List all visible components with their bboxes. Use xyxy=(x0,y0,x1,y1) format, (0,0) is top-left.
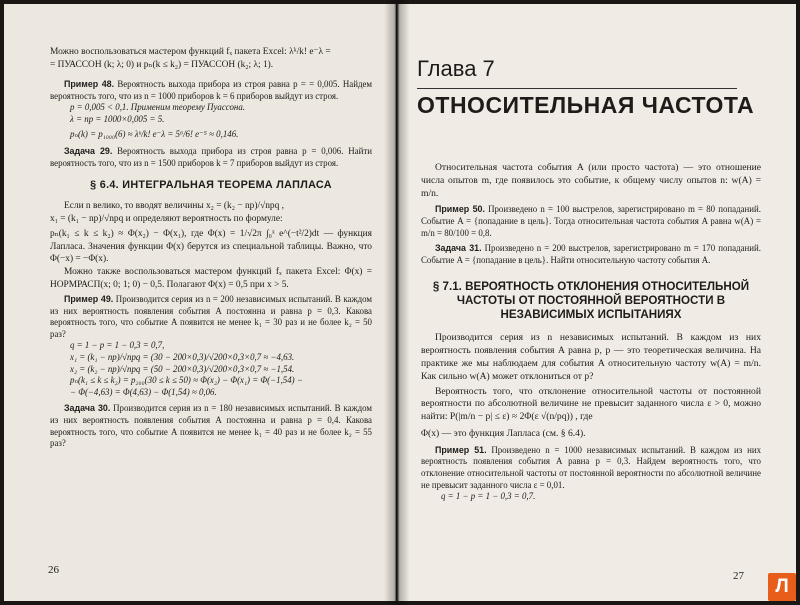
task-31-label: Задача 31. xyxy=(435,243,482,254)
body-paragraph: Φ(x) — это функция Лапласа (см. § 6.4). xyxy=(421,427,586,439)
laplace-paragraph: x₁ = (k₁ − np)/√npq и определяют вероятность по формуле: xyxy=(50,213,283,224)
formula-line: p = 0,005 < 0,1. Применим теорему Пуассона. xyxy=(70,102,245,113)
page-number-left: 26 xyxy=(48,564,59,576)
body-paragraph: Производится серия из n независимых испытаний. В каждом из них вероятность появления события A равна p, p — это теоретическая величина. На практике же мы наблюдаем для события A относительную частоту w(A) = m/n. Как сильно w(A) может отклониться от p? xyxy=(421,332,761,382)
book-gutter xyxy=(384,0,410,605)
example-49-text: Производится серия из n = 200 независимых испытаний. В каждом из них вероятность появления события A постоянна и равна p = 0,3. Какова вероятность того, что событие A появится не менее k₁ = 30 раз и не более k₂ = 50 раз? xyxy=(50,294,373,339)
example-48 xyxy=(50,79,372,102)
formula-line: − Φ(−4,63) = Φ(4,63) − Φ(1,54) ≈ 0,06. xyxy=(70,386,217,397)
example-50 xyxy=(421,204,761,239)
labirint-logo-icon xyxy=(768,573,796,601)
formula-line: x₂ = (k₂ − np)/√npq = (50 − 200×0,3)/√200×0,3×0,7 ≈ −1,54. xyxy=(70,363,295,374)
laplace-paragraph: Если n велико, то вводят величины x₂ = (k₂ − np)/√npq , xyxy=(64,200,284,211)
example-51 xyxy=(421,445,761,491)
task-30 xyxy=(50,403,372,449)
right-page-content xyxy=(421,162,761,503)
definition-paragraph: Относительная частота события A (или просто частота) — это отношение числа опытов m, где появилось это событие, к общему числу опытов n: w(A) = m/n. xyxy=(421,162,761,199)
task-31-text: Произведено n = 200 выстрелов, зарегистрировано m = 170 попаданий. Событие A = {попадание в цель}. Найти относительную частоту события A. xyxy=(421,243,762,265)
formula-line: pₙ(k) = p₁₀₀₀(6) ≈ λᵏ/k! e⁻λ = 5⁶/6! e⁻⁵ ≈ 0,146. xyxy=(70,128,239,139)
section-heading: § 7.1. ВЕРОЯТНОСТЬ ОТКЛОНЕНИЯ ОТНОСИТЕЛЬНОЙ ЧАСТОТЫ ОТ ПОСТОЯННОЙ ВЕРОЯТНОСТИ В НЕЗАВИСИМЫХ ИСПЫТАНИЯХ xyxy=(432,280,750,322)
excel-normrasp: Можно также воспользоваться мастером функций fₓ пакета Excel: Φ(x) = НОРМРАСП(x; 0; 1; 0) − 0,5. Полагают Φ(x) = 0,5 при x > 5. xyxy=(50,266,372,290)
laplace-paragraph: pₙ(k₁ ≤ k ≤ k₂) ≈ Φ(x₂) − Φ(x₁), где Φ(x) = 1/√2π ∫₀ˣ e^(−t²/2)dt — функция Лапласа. Значения функции Φ(x) берутся из специальной таблицы. Важно, что Φ(−x) = −Φ(x). xyxy=(50,229,372,265)
formula-line: λ = np = 1000×0,005 = 5. xyxy=(70,113,165,124)
excel-poisson-line-2: = ПУАССОН (k; λ; 0) и pₙ(k ≤ k₂) = ПУАССОН (k₂; λ; 1). xyxy=(50,59,274,70)
example-51-label: Пример 51. xyxy=(435,444,487,455)
example-49 xyxy=(50,294,372,340)
task-30-text: Производится серия из n = 180 независимых испытаний. В каждом из них вероятность появления события A постоянна и равна p = 0,4. Какова вероятность того, что событие A появится не менее k₁ = 40 раз и не более k₂ = 55 раз? xyxy=(50,403,373,449)
page-number-right: 27 xyxy=(733,570,744,582)
task-31 xyxy=(421,243,761,266)
body-paragraph: Вероятность того, что отклонение относительной частоты от постоянной вероятности по абсолютной величине не превысит заданного числа ε > 0, можно найти: P(|m/n − p| ≤ ε) ≈ 2Φ(ε √(n/pq)) , где xyxy=(421,385,761,423)
example-48-label: Пример 48. xyxy=(64,79,115,90)
task-30-label: Задача 30. xyxy=(64,403,111,414)
task-29-text: Вероятность выхода прибора из строя равна p = 0,006. Найти вероятность того, что из n = 1500 приборов k = 7 приборов выйдут из строя. xyxy=(50,146,372,168)
task-29 xyxy=(50,146,372,169)
example-48-text: Вероятность выхода прибора из строя равна p = = 0,005. Найдем вероятность того, что из n = 1000 приборов k = 6 приборов выйдут из строя. xyxy=(50,79,373,101)
chapter-title: ОТНОСИТЕЛЬНАЯ ЧАСТОТА xyxy=(417,92,755,118)
example-50-text: Произведено n = 100 выстрелов, зарегистрировано m = 80 попаданий. Событие A = {попадание в цель}. Тогда относительная частота события A равна w(A) = m/n = 80/100 = 0,8. xyxy=(421,204,762,238)
formula-line: x₁ = (k₁ − np)/√npq = (30 − 200×0,3)/√200×0,3×0,7 ≈ −4,63. xyxy=(70,352,295,363)
formula-line: q = 1 − p = 1 − 0,3 = 0,7. xyxy=(441,491,536,502)
right-page xyxy=(397,4,796,601)
formula-line: pₙ(k₁ ≤ k ≤ k₂) = p₂₀₀(30 ≤ k ≤ 50) ≈ Φ(x₂) − Φ(x₁) = Φ(−1,54) − xyxy=(70,375,303,386)
formula-line: q = 1 − p = 1 − 0,3 = 0,7, xyxy=(70,340,165,351)
example-50-label: Пример 50. xyxy=(435,204,485,215)
chapter-rule xyxy=(417,88,737,89)
task-29-label: Задача 29. xyxy=(64,146,113,157)
logo-letter: Л xyxy=(775,576,789,597)
example-51-text: Произведено n = 1000 независимых испытаний. В каждом из них вероятность появления события A равна p = 0,3. Найдем вероятность того, что отклонение относительной частоты от постоянной вероятности по абсолютной величине не превысит заданного числа ε = 0,01. xyxy=(421,444,762,490)
left-page-content xyxy=(50,46,372,450)
section-heading: § 6.4. ИНТЕГРАЛЬНАЯ ТЕОРЕМА ЛАПЛАСА xyxy=(90,179,332,192)
excel-poisson-line: Можно воспользоваться мастером функций fₓ пакета Excel: λᵏ/k! e⁻λ = xyxy=(50,47,331,57)
left-page xyxy=(4,4,396,601)
example-49-label: Пример 49. xyxy=(64,294,114,305)
chapter-label: Глава 7 xyxy=(417,56,495,81)
